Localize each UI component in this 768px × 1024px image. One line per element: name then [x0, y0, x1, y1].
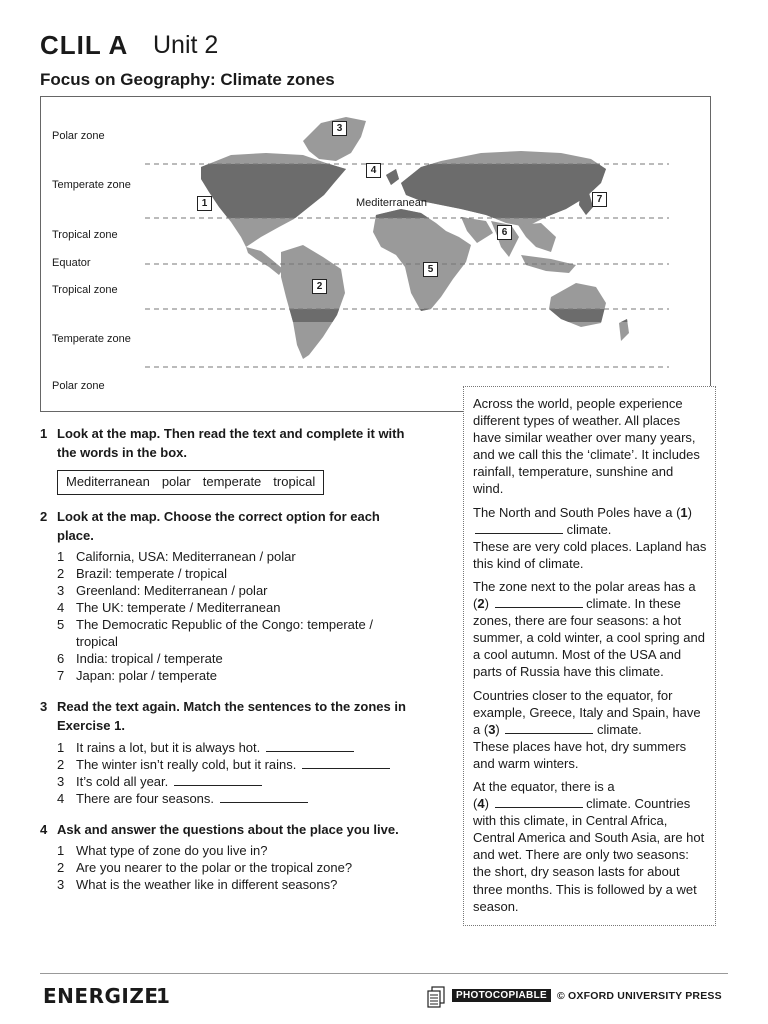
list-item: 2 Are you nearer to the polar or the tropical zone? [57, 860, 353, 875]
text-paragraph-2: The North and South Poles have a (1) climate. These are very cold places. Lapland has this kind of climate. [473, 504, 707, 571]
word-temperate: temperate [202, 474, 262, 489]
mediterranean-label: Mediterranean [356, 197, 427, 209]
list-item-continuation: tropical [76, 634, 118, 649]
text-paragraph-5: At the equator, there is a (4) climate. Countries with this climate, in Central Africa, Central America and South Asia, are hot and wet. There are only two seasons: the short, dry season lasts for about three months. This is followed by a wet season. [473, 778, 705, 914]
text-paragraph-1: Across the world, people experience different types of weather. All places have similar weather over many years, and we call this the ‘climate’. It includes rainfall, temperature, sunshine and wind. [473, 396, 700, 497]
list-item: 2 The winter isn’t really cold, but it rains. [57, 756, 390, 773]
exercise-4-instructions [40, 820, 399, 839]
word-mediterranean: Mediterranean [66, 474, 150, 489]
list-item: 3 What is the weather like in different seasons? [57, 877, 338, 892]
zone-label-tropical-south: Tropical zone [52, 284, 118, 296]
word-tropical: tropical [273, 474, 316, 489]
photocopiable-badge: PHOTOCOPIABLE [452, 989, 551, 1002]
exercise-3-line2: Exercise 1. [57, 718, 125, 733]
answer-blank[interactable] [266, 739, 354, 752]
answer-blank[interactable] [475, 521, 563, 534]
exercise-1-line1: Look at the map. Then read the text and complete it with [57, 426, 405, 441]
zone-label-polar-north: Polar zone [52, 130, 105, 142]
map-marker-4: 4 [366, 163, 381, 178]
answer-blank[interactable] [220, 790, 308, 803]
map-marker-7: 7 [592, 192, 607, 207]
map-marker-5: 5 [423, 262, 438, 277]
zone-label-equator: Equator [52, 257, 91, 269]
exercise-3-number: 3 [40, 699, 48, 714]
map-marker-3: 3 [332, 121, 347, 136]
zone-label-temperate-south: Temperate zone [52, 333, 131, 345]
list-item: 1 It rains a lot, but it is always hot. [57, 739, 390, 756]
answer-blank[interactable] [174, 773, 262, 786]
exercise-2-line2: place. [57, 528, 94, 543]
word-box [57, 470, 324, 495]
text-paragraph-4: Countries closer to the equator, for example, Greece, Italy and Spain, have a (3) climate. These places have hot, dry summers and warm winters. [473, 687, 701, 771]
answer-blank[interactable] [495, 795, 583, 808]
list-item: 1 What type of zone do you live in? [57, 843, 268, 858]
list-item: 2 Brazil: temperate / tropical [57, 566, 228, 581]
exercise-3-list [57, 739, 390, 807]
answer-blank[interactable] [505, 721, 593, 734]
photocopy-icon [427, 986, 445, 1008]
unit-title: Unit 2 [153, 31, 219, 59]
exercise-4-line1: Ask and answer the questions about the place you live. [57, 822, 399, 837]
list-item: 6 India: tropical / temperate [57, 651, 223, 666]
footer-divider [40, 973, 728, 974]
zone-label-tropical-north: Tropical zone [52, 229, 118, 241]
exercise-3-line1: Read the text again. Match the sentences to the zones in [57, 699, 406, 714]
word-polar: polar [161, 474, 191, 489]
text-paragraph-3: The zone next to the polar areas has a (2) climate. In these zones, there are four seasons: a hot summer, a cold winter, a cool spring and a cool autumn. Most of the USA and parts of Russia have this climate. [473, 578, 705, 680]
exercise-2-line1: Look at the map. Choose the correct option for each [57, 509, 380, 524]
zone-label-polar-south: Polar zone [52, 380, 105, 392]
exercise-2-list [57, 548, 373, 684]
climate-map [40, 96, 711, 412]
exercise-2-instructions [40, 507, 380, 545]
reading-text-box [463, 386, 716, 926]
list-item: 3 It’s cold all year. [57, 773, 390, 790]
exercise-3-instructions [40, 697, 406, 735]
level-number: 1 [156, 984, 170, 1008]
list-item: 1 California, USA: Mediterranean / polar [57, 549, 296, 564]
publisher-credit: © OXFORD UNIVERSITY PRESS [557, 990, 722, 1002]
answer-blank[interactable] [495, 595, 583, 608]
list-item: 4 There are four seasons. [57, 790, 390, 807]
map-marker-6: 6 [497, 225, 512, 240]
world-map-graphic [41, 97, 710, 411]
list-item: 7 Japan: polar / temperate [57, 668, 217, 683]
exercise-4-list [57, 842, 352, 893]
series-title: CLIL A [40, 30, 129, 60]
exercise-2-number: 2 [40, 509, 48, 524]
exercise-1-line2: the words in the box. [57, 445, 188, 460]
exercise-4-number: 4 [40, 822, 48, 837]
energize-logo: ENERGIZE [43, 984, 159, 1008]
zone-label-temperate-north: Temperate zone [52, 179, 131, 191]
list-item: 5 The Democratic Republic of the Congo: temperate / [57, 617, 373, 632]
exercise-1-instructions [40, 424, 404, 462]
page-subtitle: Focus on Geography: Climate zones [40, 70, 335, 89]
map-marker-2: 2 [312, 279, 327, 294]
answer-blank[interactable] [302, 756, 390, 769]
list-item: 4 The UK: temperate / Mediterranean [57, 600, 281, 615]
list-item: 3 Greenland: Mediterranean / polar [57, 583, 268, 598]
exercise-1-number: 1 [40, 426, 48, 441]
map-marker-1: 1 [197, 196, 212, 211]
